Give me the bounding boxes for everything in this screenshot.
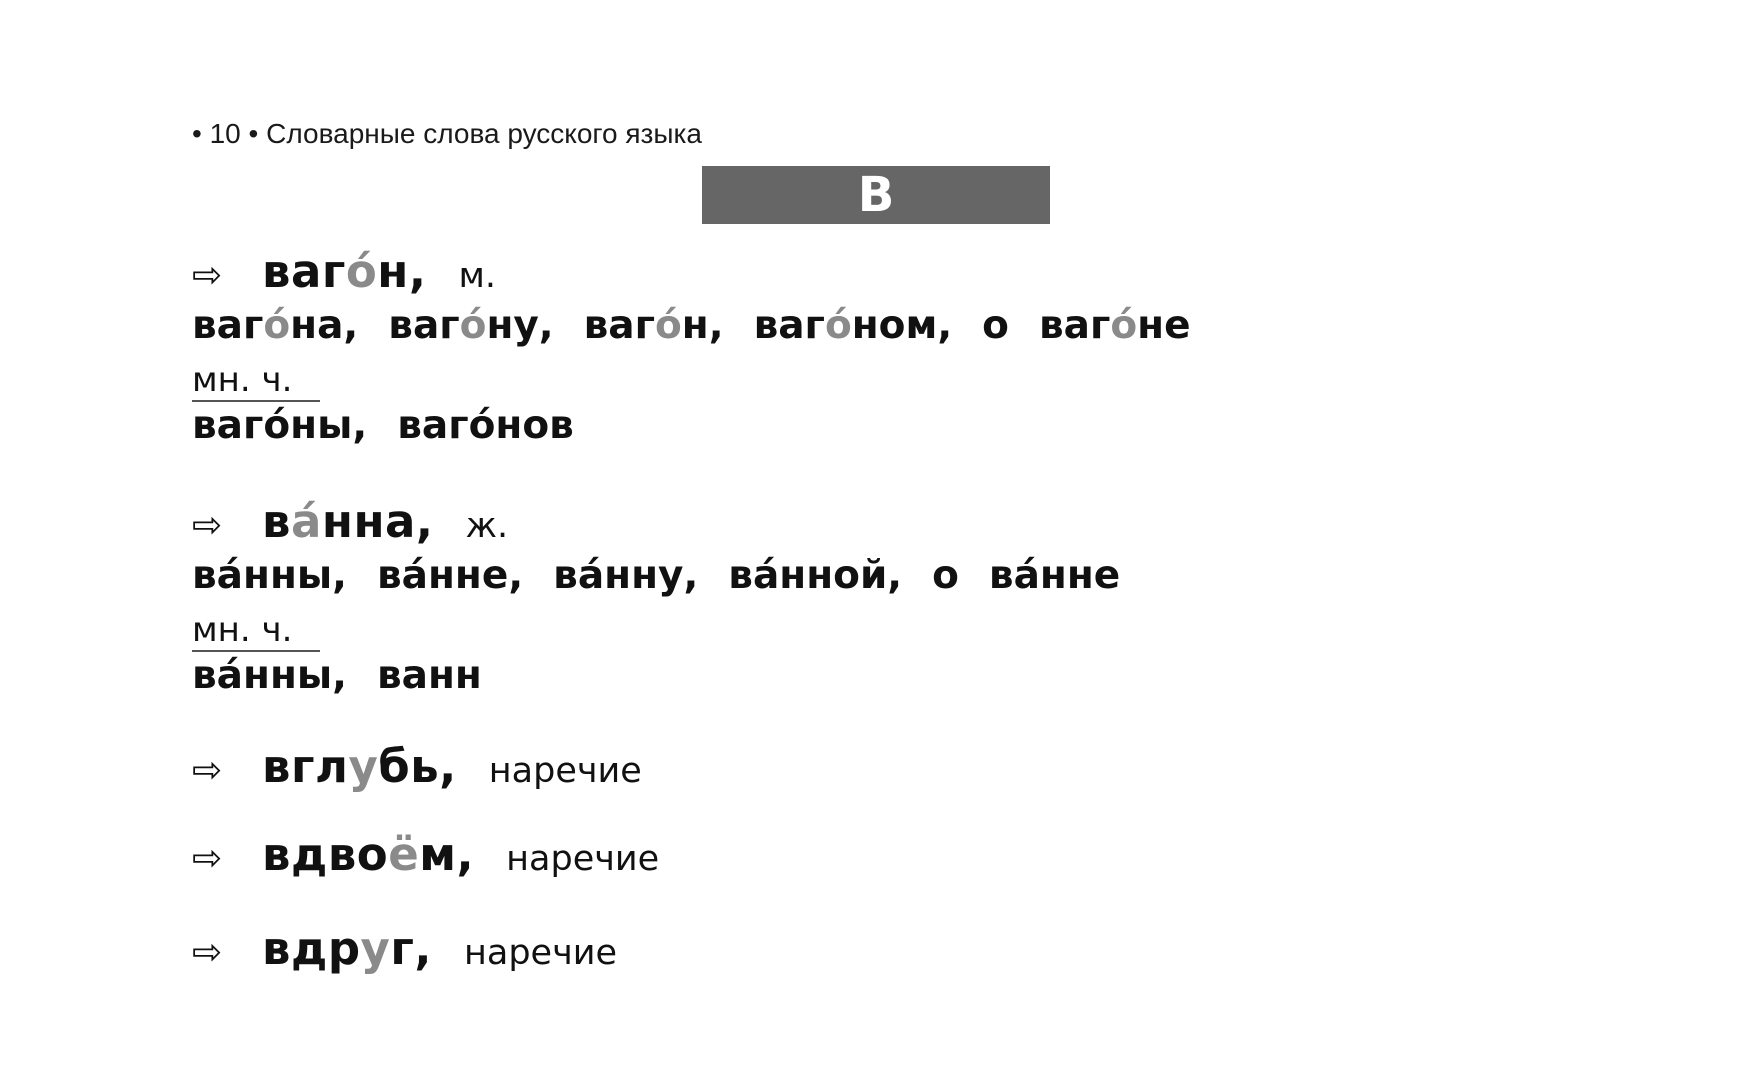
word-form: ваго́ны,	[192, 403, 368, 448]
section-letter: В	[857, 167, 895, 223]
word-form: ва́нне,	[376, 553, 524, 598]
arrow-icon: ⇨	[192, 932, 223, 973]
plural-forms	[192, 403, 604, 448]
word-form: ва́нну,	[553, 553, 699, 598]
word-forms	[192, 553, 1150, 598]
bullet: •	[240, 118, 267, 149]
entry-headline	[192, 828, 659, 881]
word-form: ва́нне	[988, 553, 1121, 598]
headword: ва́нна,	[262, 495, 434, 548]
arrow-icon: ⇨	[192, 505, 223, 546]
word-form: ва́нны,	[192, 653, 347, 698]
headword: вдвоём,	[262, 828, 475, 881]
headword: вдруг,	[262, 922, 432, 975]
word-form: ва́нны,	[192, 553, 347, 598]
entry-headline	[192, 740, 642, 793]
headword: вглубь,	[262, 740, 457, 793]
entry-headline	[192, 495, 508, 548]
arrow-icon: ⇨	[192, 838, 223, 879]
bullet: •	[192, 118, 210, 149]
word-form: ва́нной,	[728, 553, 903, 598]
part-of-speech: наречие	[488, 751, 642, 791]
plural-label: мн. ч.	[192, 610, 320, 652]
word-form: о	[932, 553, 959, 598]
word-form: ваго́ном,	[753, 303, 953, 348]
part-of-speech: наречие	[463, 933, 618, 973]
book-title: Словарные слова русского языка	[266, 118, 702, 149]
page-number: 10	[209, 118, 241, 149]
word-form: ваго́н,	[583, 303, 724, 348]
part-of-speech: ж.	[465, 506, 509, 546]
word-form: ваго́ну,	[388, 303, 554, 348]
word-form: ваго́нов	[397, 403, 574, 448]
section-letter-bar	[702, 166, 1050, 224]
part-of-speech: м.	[458, 256, 496, 296]
word-form: ваго́не	[1038, 303, 1191, 348]
word-forms	[192, 303, 1221, 348]
part-of-speech: наречие	[506, 839, 660, 879]
arrow-icon: ⇨	[192, 255, 223, 296]
page-header	[192, 118, 702, 150]
arrow-icon: ⇨	[192, 750, 223, 791]
headword: ваго́н,	[262, 245, 427, 298]
word-form: ванн	[376, 653, 482, 698]
word-form: ваго́на,	[192, 303, 359, 348]
plural-forms	[192, 653, 512, 698]
entry-headline	[192, 245, 496, 298]
plural-label: мн. ч.	[192, 360, 320, 402]
entry-headline	[192, 922, 617, 975]
word-form: о	[982, 303, 1009, 348]
